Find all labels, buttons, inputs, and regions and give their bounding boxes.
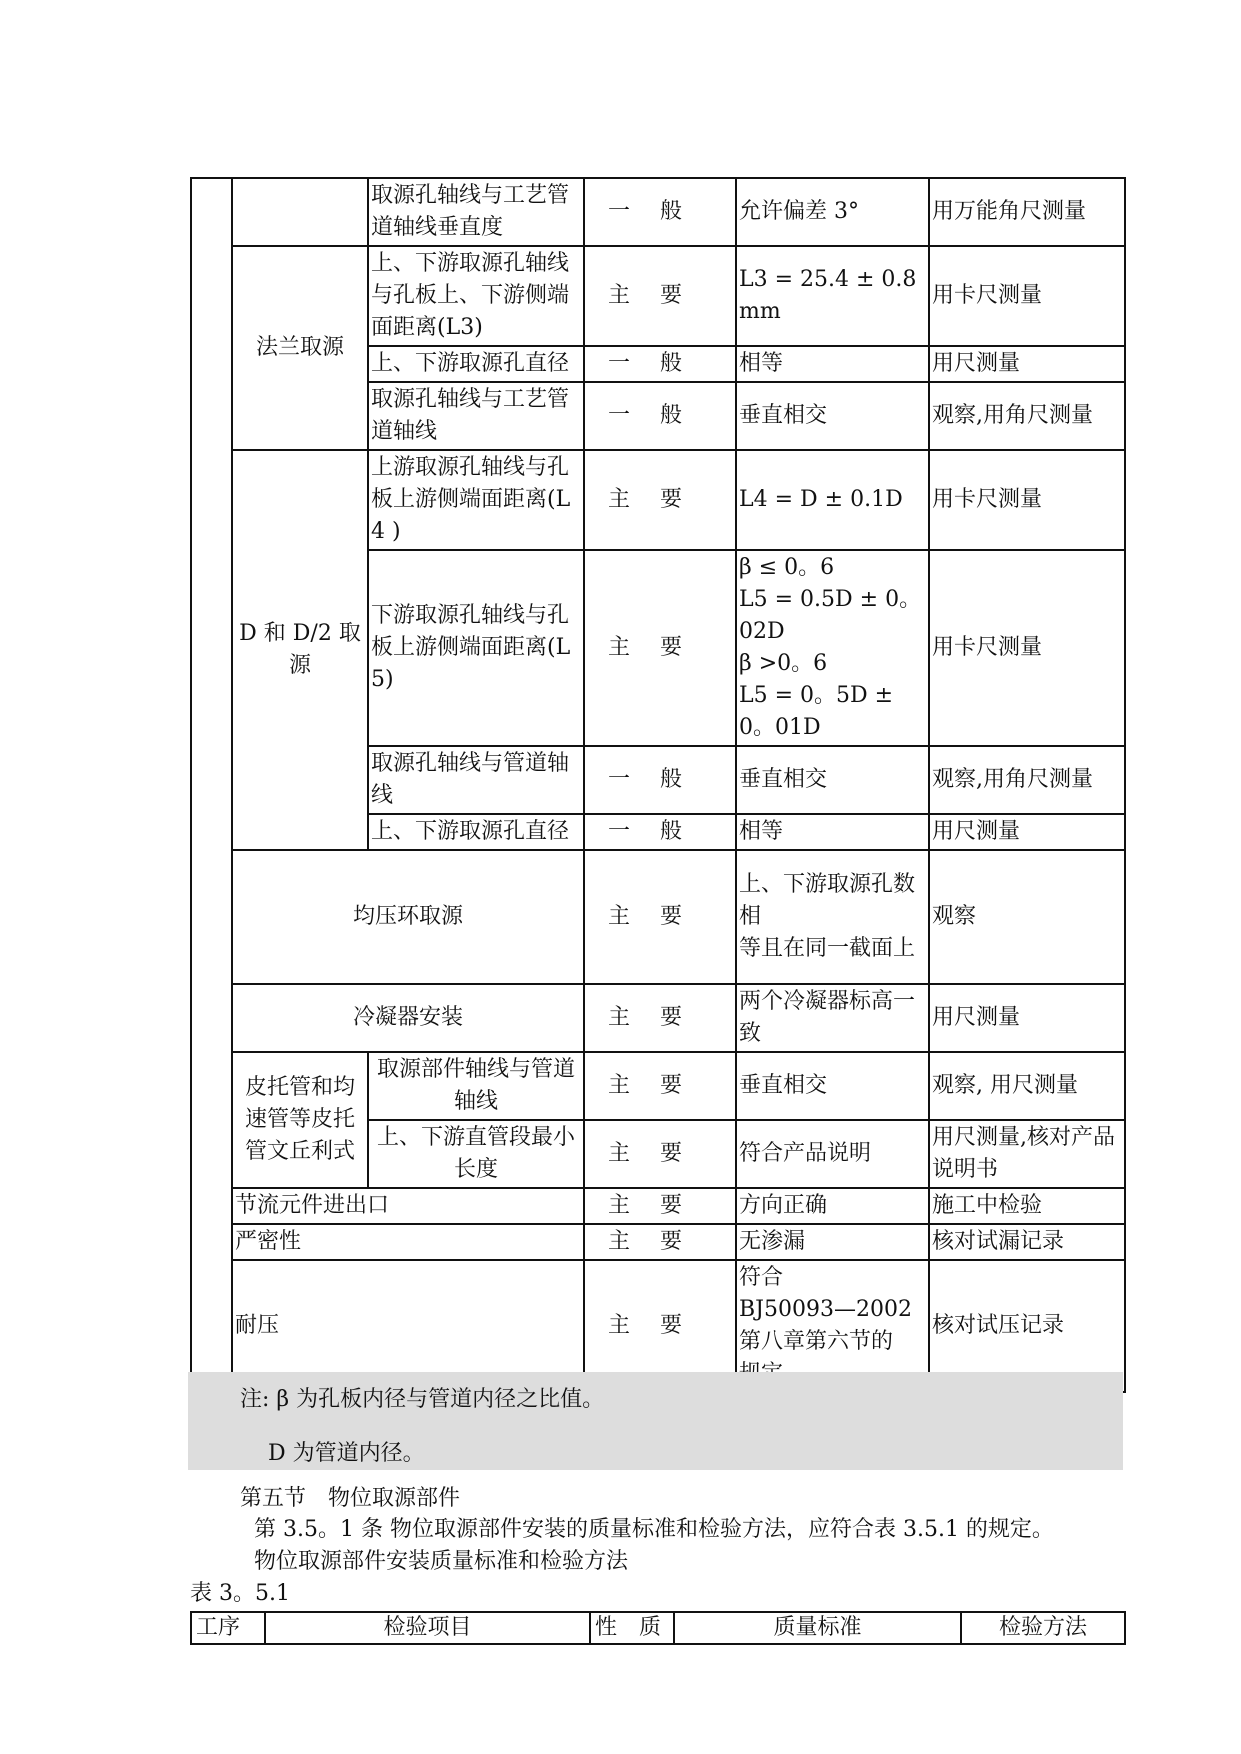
standard-line: 符合: [739, 1265, 784, 1290]
method-cell: 施工中检验: [929, 1188, 1125, 1224]
method-cell: 用万能角尺测量: [929, 178, 1125, 246]
nature-cell: 主要: [584, 550, 736, 746]
nature-cell: 主要: [584, 1120, 736, 1188]
table-row: [191, 1188, 1125, 1224]
group-cell: 皮托管和均速管等皮托管文丘利式: [232, 1052, 368, 1188]
nature-cell: 主要: [584, 1052, 736, 1120]
standard-cell: [736, 850, 929, 984]
method-cell: 观察: [929, 850, 1125, 984]
standard-line: L5 = 0.5D ± 0。02D: [739, 587, 922, 644]
standard-cell: L3 = 25.4 ± 0.8mm: [736, 246, 929, 346]
standard-cell: 相等: [736, 814, 929, 850]
item-cell: 均压环取源: [232, 850, 584, 984]
header-nature: 性 质: [590, 1612, 674, 1644]
header-standard: 质量标准: [674, 1612, 961, 1644]
group-cell: [232, 178, 368, 246]
header-method: 检验方法: [961, 1612, 1125, 1644]
table-row: [191, 984, 1125, 1052]
standard-cell: 允许偏差 3°: [736, 178, 929, 246]
process-cell: [191, 178, 232, 1392]
standard-line: 等且在同一截面上: [739, 936, 916, 961]
table-row: [191, 1224, 1125, 1260]
standard-cell: 无渗漏: [736, 1224, 929, 1260]
item-cell: 冷凝器安装: [232, 984, 584, 1052]
nature-cell: 主要: [584, 1224, 736, 1260]
nature-cell: 主要: [584, 1260, 736, 1392]
table-row: [191, 1052, 1125, 1120]
level-source-table-header: [190, 1611, 1126, 1645]
standard-cell: 方向正确: [736, 1188, 929, 1224]
item-cell: 下游取源孔轴线与孔板上游侧端面距离(L5): [368, 550, 584, 746]
nature-cell: 主要: [584, 246, 736, 346]
nature-cell: 一般: [584, 382, 736, 450]
standard-cell: 垂直相交: [736, 1052, 929, 1120]
group-cell: D 和 D/2 取源: [232, 450, 368, 850]
section-heading: 第五节 物位取源部件: [240, 1486, 461, 1511]
standard-cell: 相等: [736, 346, 929, 382]
table-row: [191, 450, 1125, 550]
nature-cell: 主要: [584, 1188, 736, 1224]
method-cell: 核对试压记录: [929, 1260, 1125, 1392]
standard-line: BJ50093—2002: [739, 1297, 912, 1322]
item-cell: 上、下游取源孔直径: [368, 814, 584, 850]
standard-line: 上、下游取源孔数相: [739, 872, 916, 929]
method-cell: 用尺测量: [929, 814, 1125, 850]
note-line: 注: β 为孔板内径与管道内径之比值。: [240, 1387, 605, 1412]
table-number: 表 3。5.1: [190, 1581, 290, 1606]
item-cell: 严密性: [232, 1224, 584, 1260]
item-cell: 上、下游取源孔轴线与孔板上、下游侧端面距离(L3): [368, 246, 584, 346]
item-cell: 取源孔轴线与工艺管道轴线: [368, 382, 584, 450]
method-cell: 用卡尺测量: [929, 550, 1125, 746]
standard-cell: 符合产品说明: [736, 1120, 929, 1188]
item-cell: 取源部件轴线与管道轴线: [368, 1052, 584, 1120]
standard-cell: [736, 550, 929, 746]
table-row: [191, 246, 1125, 346]
nature-cell: 主要: [584, 450, 736, 550]
nature-cell: 主要: [584, 984, 736, 1052]
note-box: [188, 1372, 1123, 1470]
group-cell: 法兰取源: [232, 246, 368, 450]
item-cell: 取源孔轴线与工艺管道轴线垂直度: [368, 178, 584, 246]
item-cell: 取源孔轴线与管道轴线: [368, 746, 584, 814]
item-cell: 上、下游直管段最小长度: [368, 1120, 584, 1188]
standard-line: L5 = 0。5D ± 0。01D: [739, 683, 894, 740]
standard-line: β ≤ 0。6: [739, 555, 835, 580]
standard-cell: 垂直相交: [736, 746, 929, 814]
nature-cell: 主要: [584, 850, 736, 984]
method-cell: 用卡尺测量: [929, 246, 1125, 346]
method-cell: 观察,用角尺测量: [929, 382, 1125, 450]
standard-line: β >0。6: [739, 651, 828, 676]
standard-cell: 两个冷凝器标高一致: [736, 984, 929, 1052]
method-cell: 观察, 用尺测量: [929, 1052, 1125, 1120]
header-process: 工序: [191, 1612, 265, 1644]
table-header-row: [191, 1612, 1125, 1644]
header-item: 检验项目: [265, 1612, 590, 1644]
table-row: [191, 178, 1125, 246]
method-cell: 用卡尺测量: [929, 450, 1125, 550]
method-cell: 核对试漏记录: [929, 1224, 1125, 1260]
table-title: 物位取源部件安装质量标准和检验方法: [254, 1549, 629, 1574]
nature-cell: 一般: [584, 814, 736, 850]
standard-cell: 垂直相交: [736, 382, 929, 450]
quality-standard-table: [190, 177, 1126, 1393]
item-cell: 上游取源孔轴线与孔板上游侧端面距离(L4 ): [368, 450, 584, 550]
nature-cell: 一般: [584, 746, 736, 814]
nature-cell: 一般: [584, 178, 736, 246]
nature-cell: 一般: [584, 346, 736, 382]
item-cell: 上、下游取源孔直径: [368, 346, 584, 382]
table-row: [191, 850, 1125, 984]
standard-cell: L4 = D ± 0.1D: [736, 450, 929, 550]
method-cell: 用尺测量: [929, 984, 1125, 1052]
method-cell: 用尺测量,核对产品说明书: [929, 1120, 1125, 1188]
method-cell: 观察,用角尺测量: [929, 746, 1125, 814]
standard-line: 第八章第六节的: [739, 1329, 894, 1354]
method-cell: 用尺测量: [929, 346, 1125, 382]
note-line: D 为管道内径。: [268, 1441, 425, 1466]
item-cell: 耐压: [232, 1260, 584, 1392]
clause-text: 第 3.5。1 条 物位取源部件安装的质量标准和检验方法，应符合表 3.5.1 的规定。: [254, 1517, 1054, 1542]
item-cell: 节流元件进出口: [232, 1188, 584, 1224]
